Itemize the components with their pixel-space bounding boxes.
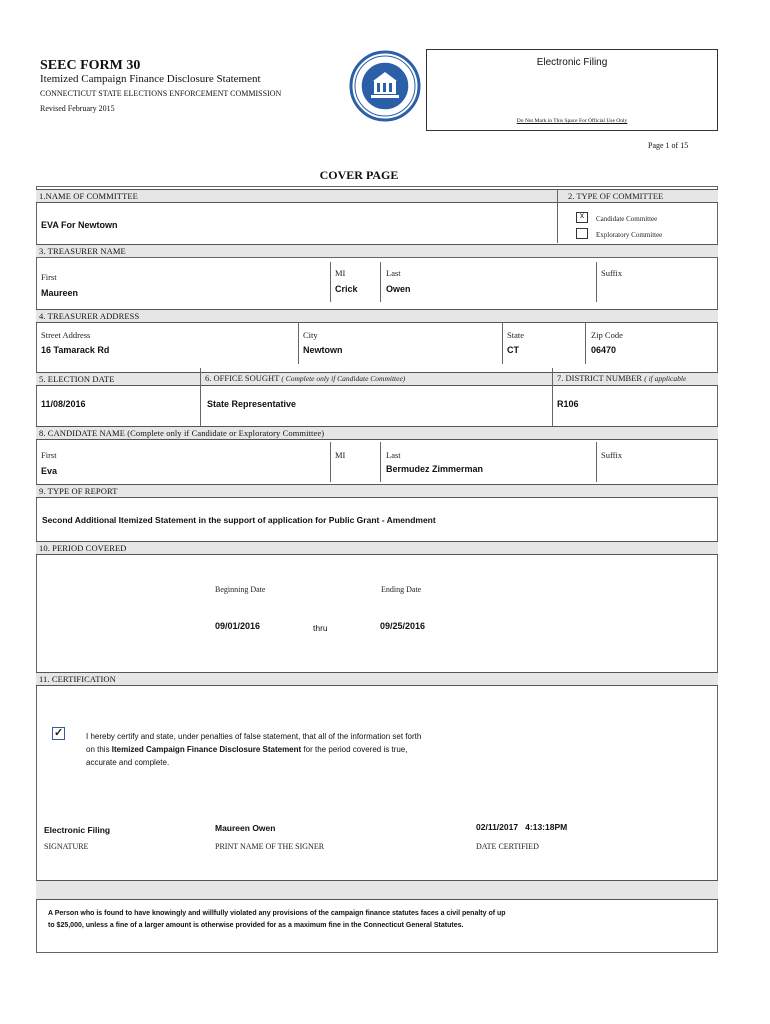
section-7-header: 7. DISTRICT NUMBER ( if applicable — [557, 373, 687, 383]
footer-bar — [36, 880, 718, 900]
penalty-notice: A Person who is found to have knowingly and willfully violated any provisions of the campaign finance statutes faces a civil penalty of up to $25,000, unless a fine of a larger amount is otherwise provided for as a maximum fine in the Connecticut General Statutes. — [48, 910, 506, 929]
section-5-header: 5. ELECTION DATE — [36, 372, 718, 386]
certification-statement: I hereby certify and state, under penalties of false statement, that all of the information set forth on this Itemized Campaign Finance Disclosure Statement for the period covered is true, accurate and complete. — [86, 732, 422, 767]
zip-code[interactable]: 06470 — [591, 345, 617, 355]
section-6-header: 6. OFFICE SOUGHT ( Complete only if Candidate Committee) — [205, 373, 406, 383]
agency-name: CONNECTICUT STATE ELECTIONS ENFORCEMENT COMMISSION — [40, 89, 282, 98]
cover-page-title: COVER PAGE — [319, 168, 399, 182]
report-type[interactable]: Second Additional Itemized Statement in the support of application for Public Grant - Amendment — [42, 515, 436, 525]
state-label: State — [507, 330, 524, 340]
candidate-first[interactable]: Eva — [41, 466, 58, 476]
street-address[interactable]: 16 Tamarack Rd — [41, 345, 110, 355]
exploratory-committee-checkbox[interactable] — [576, 228, 588, 239]
street-label: Street Address — [41, 330, 91, 340]
form-frame — [36, 186, 718, 953]
section-9-header: 9. TYPE OF REPORT — [36, 484, 718, 498]
candidate-mi-label: MI — [335, 450, 346, 460]
ending-date[interactable]: 09/25/2016 — [380, 621, 426, 631]
section-3-header: 3. TREASURER NAME — [36, 244, 718, 258]
section-1-header: 1.NAME OF COMMITTEE — [36, 189, 718, 203]
filing-box-title: Electronic Filing — [536, 57, 608, 68]
treasurer-suffix-label: Suffix — [601, 268, 623, 278]
office-sought[interactable]: State Representative — [207, 399, 297, 409]
candidate-first-label: First — [41, 450, 57, 460]
state-seal-icon — [349, 50, 421, 122]
candidate-last-label: Last — [386, 450, 401, 460]
candidate-committee-checkbox[interactable]: x — [576, 212, 588, 223]
form-subtitle: Itemized Campaign Finance Disclosure Statement — [40, 73, 261, 85]
treasurer-last[interactable]: Owen — [386, 284, 411, 294]
candidate-last[interactable]: Bermudez Zimmerman — [386, 464, 484, 474]
signer-name-label: PRINT NAME OF THE SIGNER — [215, 842, 325, 851]
exploratory-committee-label: Exploratory Committee — [596, 231, 663, 239]
committee-name[interactable]: EVA For Newtown — [41, 220, 118, 230]
zip-label: Zip Code — [591, 330, 623, 340]
signature-value: Electronic Filing — [44, 825, 111, 835]
form-title: SEEC FORM 30 — [40, 58, 141, 73]
state[interactable]: CT — [507, 345, 519, 355]
signer-name: Maureen Owen — [215, 823, 276, 833]
official-use-note: Do Not Mark in This Space For Official Use Only — [516, 118, 628, 124]
candidate-suffix-label: Suffix — [601, 450, 623, 460]
treasurer-first[interactable]: Maureen — [41, 288, 79, 298]
certify-checkbox[interactable]: ✓ — [54, 727, 64, 739]
election-date[interactable]: 11/08/2016 — [41, 399, 86, 409]
ending-date-label: Ending Date — [381, 585, 422, 594]
section-2-header: 2. TYPE OF COMMITTEE — [568, 191, 664, 201]
section-11-header: 11. CERTIFICATION — [36, 672, 718, 686]
treasurer-mi-label: MI — [335, 268, 346, 278]
beginning-date-label: Beginning Date — [215, 585, 266, 594]
treasurer-mi[interactable]: Crick — [335, 284, 358, 294]
section-8-header: 8. CANDIDATE NAME (Complete only if Candidate or Exploratory Committee) — [36, 426, 718, 440]
revised-date: Revised February 2015 — [40, 104, 115, 113]
date-certified-label: DATE CERTIFIED — [476, 842, 539, 851]
candidate-committee-label: Candidate Committee — [596, 215, 658, 223]
beginning-date[interactable]: 09/01/2016 — [215, 621, 261, 631]
date-certified: 02/11/2017 4:13:18PM — [476, 822, 568, 832]
page-number: Page 1 of 15 — [648, 141, 689, 150]
treasurer-first-label: First — [41, 272, 57, 282]
thru-label: thru — [313, 623, 328, 633]
treasurer-last-label: Last — [386, 268, 401, 278]
section-4-header: 4. TREASURER ADDRESS — [36, 309, 718, 323]
signature-label: SIGNATURE — [44, 842, 89, 851]
section-10-header: 10. PERIOD COVERED — [36, 541, 718, 555]
official-use-box — [426, 49, 718, 131]
district-number[interactable]: R106 — [557, 399, 579, 409]
city-label: City — [303, 330, 318, 340]
city[interactable]: Newtown — [303, 345, 343, 355]
